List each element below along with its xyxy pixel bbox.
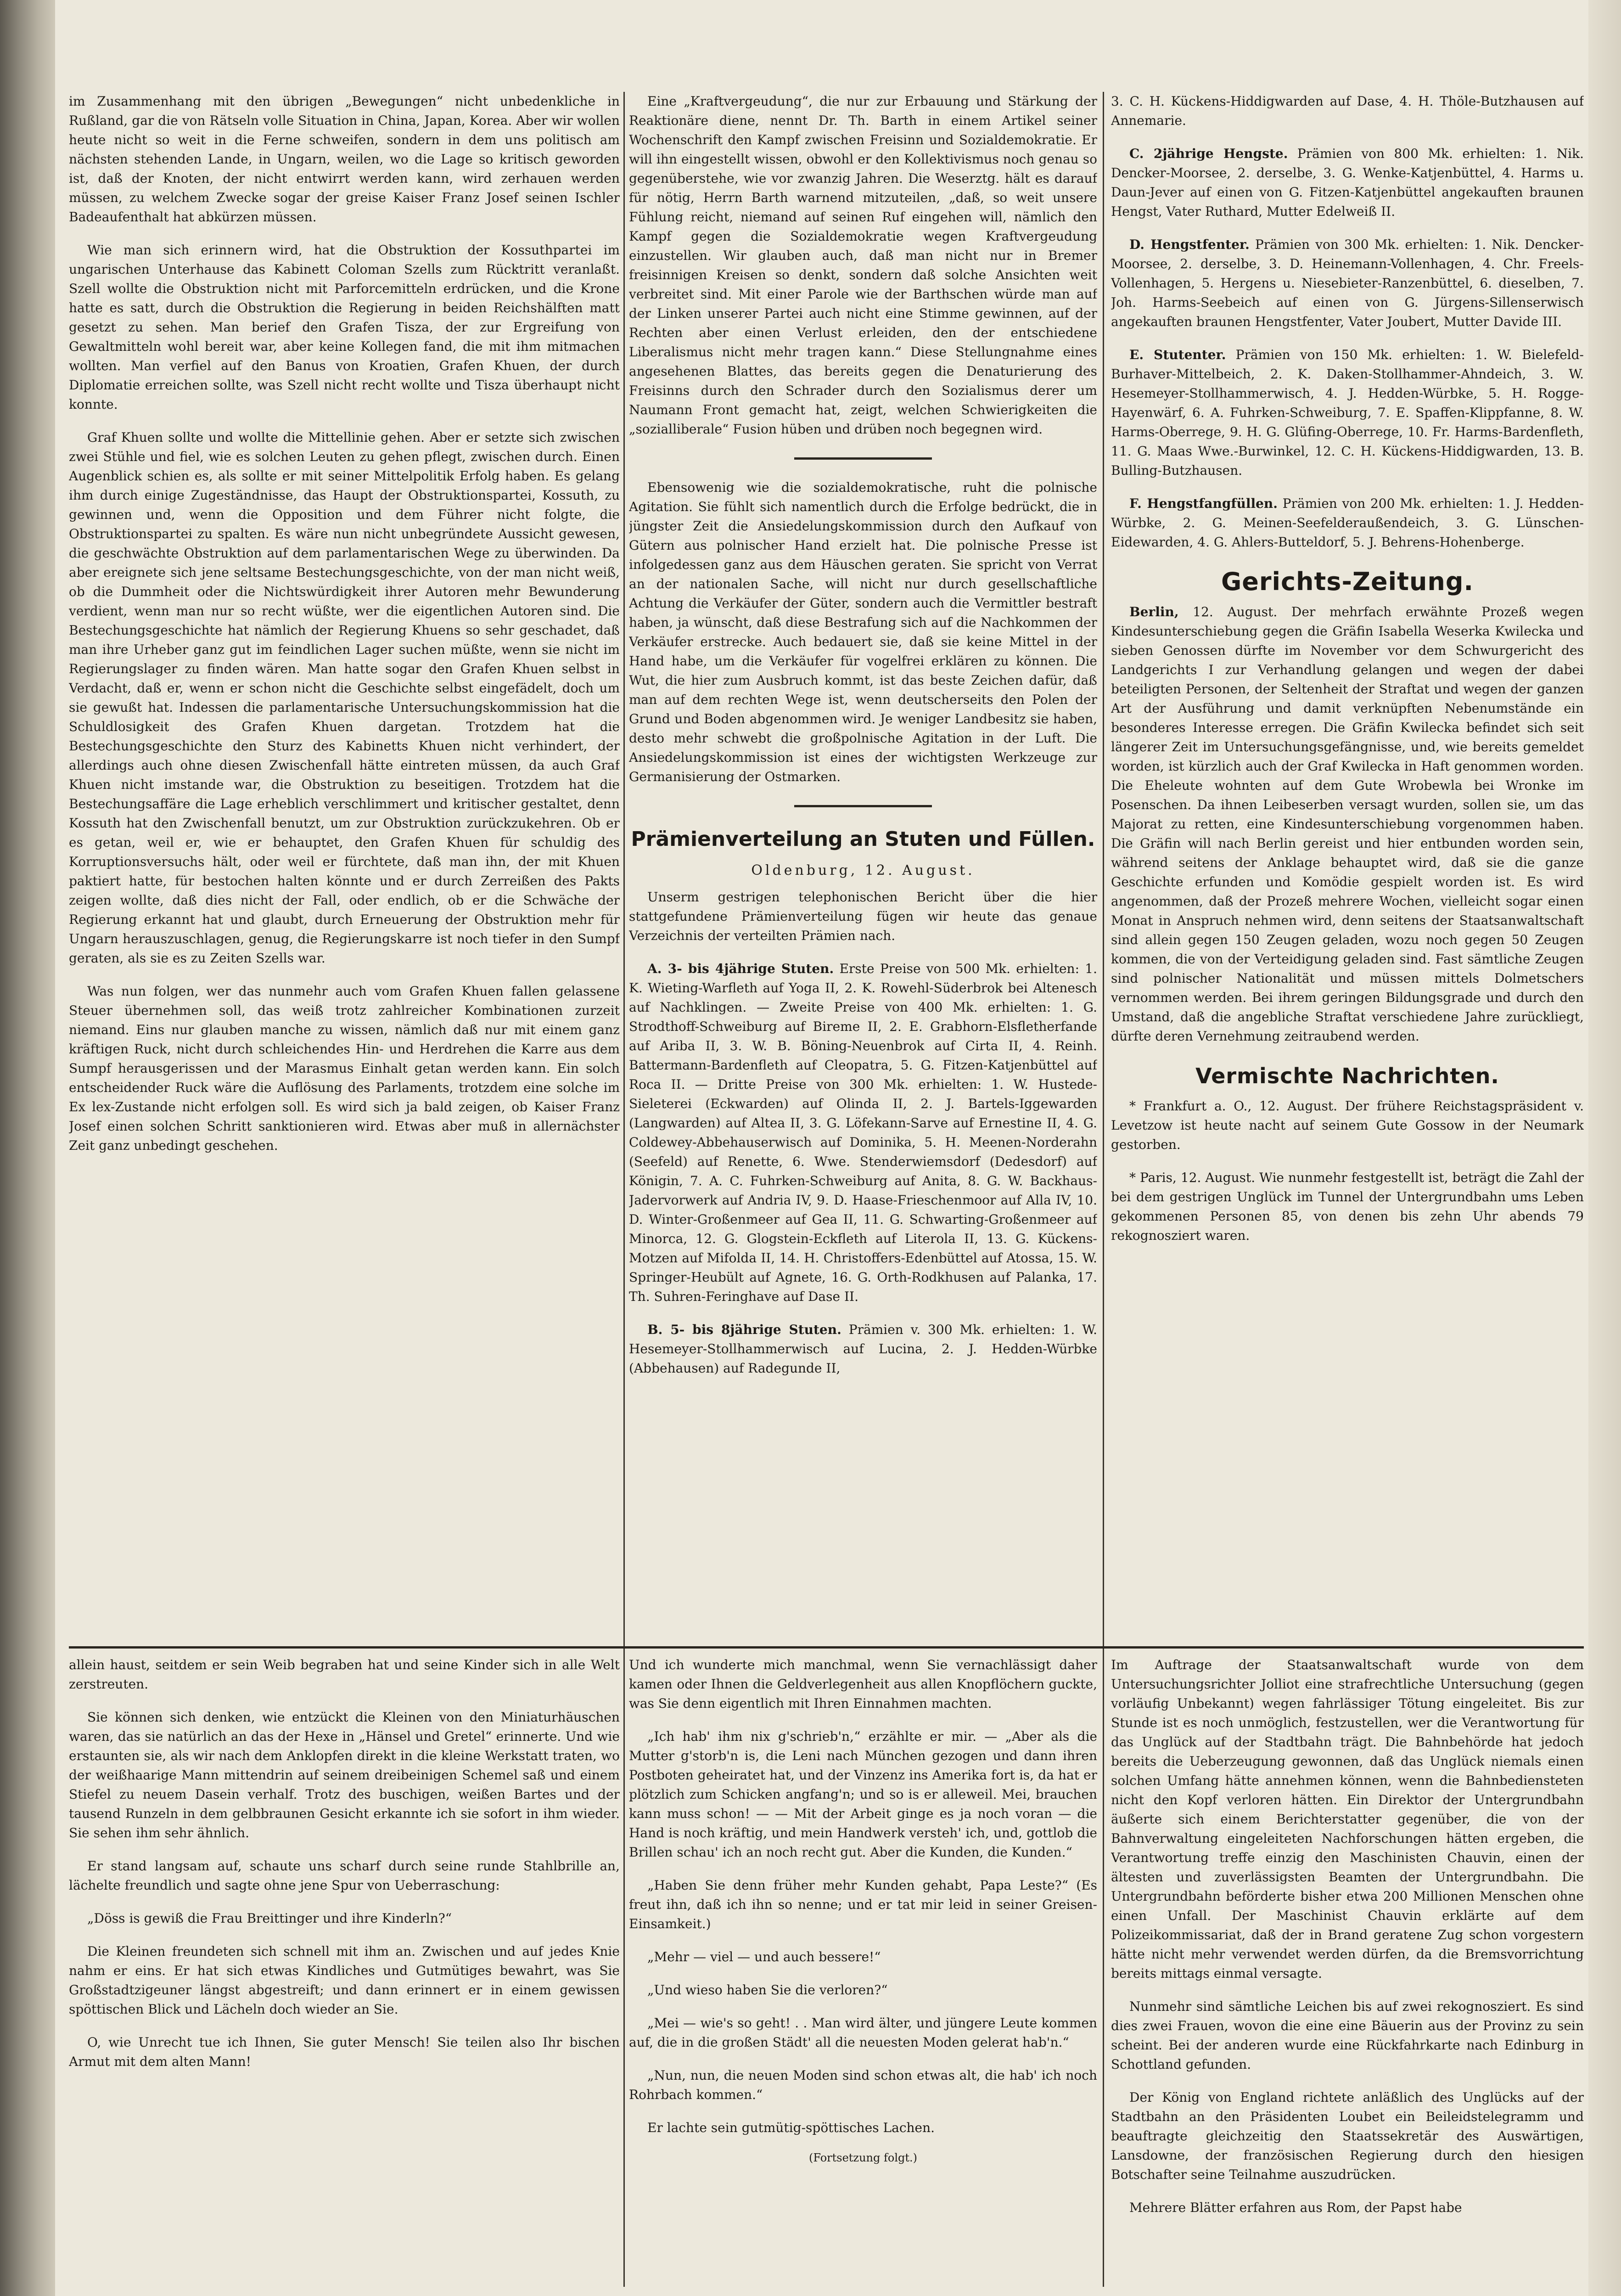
section-title: F. Hengstfangfüllen. [1129, 496, 1278, 511]
paragraph [1111, 602, 1584, 1046]
paragraph: „Mei — wie's so geht! . . Man wird älter, und jüngere Leute kommen auf, die in die großen Städt' all die neuesten Moden gelerat hab'n.“ [629, 2015, 1097, 2050]
paragraph: „Mehr — viel — und auch bessere!“ [647, 1949, 881, 1964]
page-edge [1588, 0, 1621, 2296]
paragraph: Der König von England richtete anläßlich des Unglücks auf der Stadtbahn an den Präsidenten Loubet ein Beileidstelegramm und beauftragte gleichzeitig den Staatssekretär des Auswärtigen, Lansdowne, der französischen Regierung durch den hiesigen Botschafter seine Teilnahme auszudrücken. [1111, 2090, 1584, 2182]
paragraph: allein haust, seitdem er sein Weib begraben hat und seine Kinder sich in alle Welt zerstreuten. [69, 1657, 620, 1692]
premium-list-d [1111, 235, 1584, 332]
paragraph: Im Auftrage der Staatsanwaltschaft wurde von dem Untersuchungsrichter Jolliot eine strafrechtliche Untersuchung (gegen vorläufig Unbekannt) wegen fahrlässiger Tötung eingeleitet. Bis zur Stunde ist es noch unmöglich, festzustellen, wer die Verantwortung für das Unglück auf der Stadtbahn trägt. Die Bahnbehörde hat jedoch bereits die Ueberzeugung gewonnen, daß das Unglück niemals einen solchen Umfang hätte annehmen können, wenn die Bahnbediensteten nicht den Kopf verloren hätten. Ein Direktor der Untergrundbahn äußerte sich einem Berichterstatter gegenüber, die von der Bahnverwaltung eingeleiteten Nachforschungen hätten ergeben, die Verantwortung treffe einzig den Maschinisten Chauvin, einen der ältesten und zuverlässigsten Beamten der Untergrundbahn. Die Untergrundbahn beförderte bisher etwa 200 Millionen Menschen ohne einen Unfall. Der Maschinist Chauvin erklärte auf dem Polizeikommissariat, daß der in Brand geratene Zug schon vorgestern hätte nicht mehr verwendet werden dürfen, da die Bremsvorrichtung bereits mittags einmal versagte. [1111, 1657, 1584, 1981]
section-title: C. 2jährige Hengste. [1129, 146, 1288, 161]
section-text: Prämien v. 300 Mk. erhielten: 1. W. Hesemeyer-Stollhammerwisch auf Lucina, 2. J. Hedden-Würbke (Abbehausen) auf Radegunde II, [629, 1322, 1097, 1376]
section-text: Prämien von 200 Mk. erhielten: 1. J. Hedden-Würbke, 2. G. Meinen-Seefelderaußendeich, 3. G. Lünschen-Eidewarden, 4. G. Ahlers-Butteldorf, 5. J. Behrens-Hohenberge. [1111, 496, 1584, 550]
section-text: Prämien von 150 Mk. erhielten: 1. W. Bielefeld-Burhaver-Mittelbeich, 2. K. Daken-Stollhammer-Ahndeich, 3. W. Hesemeyer-Stollhammerwisch, 4. J. Hedden-Würbke, 5. H. Rogge-Hayenwärf, 6. A. Fuhrken-Schweiburg, 7. E. Spaffen-Klippfanne, 8. W. Harms-Oberrege, 9. H. G. Glüfing-Oberrege, 10. Fr. Harms-Bardenfleth, 11. G. Maas Wwe.-Burwinkel, 12. C. H. Kückens-Hiddigwarden, 13. B. Bulling-Butzhausen. [1111, 347, 1584, 478]
paragraph: Und ich wunderte mich manchmal, wenn Sie vernachlässigt daher kamen oder Ihnen die Geldverlegenheit aus allen Knopflöchern guckte, was Sie denn eigentlich mit Ihren Einnahmen machten. [629, 1657, 1097, 1711]
paragraph: „Döss is gewiß die Frau Breittinger und ihre Kinderln?“ [87, 1911, 452, 1926]
dateline-city: Berlin, [1129, 604, 1179, 619]
column-1-politics [69, 92, 620, 1635]
section-title: E. Stutenter. [1129, 347, 1226, 362]
paragraph: Er lachte sein gutmütig-spöttisches Lachen. [647, 2120, 935, 2135]
paragraph: Nunmehr sind sämtliche Leichen bis auf zwei rekognosziert. Es sind dies zwei Frauen, wovon die eine eine Bäuerin aus der Provinz zu sein scheint. Bei der anderen wurde eine Rückfahrkarte nach Edinburg in Schottland gefunden. [1111, 1999, 1584, 2072]
paragraph: Sie können sich denken, wie entzückt die Kleinen von den Miniaturhäuschen waren, das sie natürlich an das der Hexe in „Hänsel und Gretel“ erinnerte. Und wie erstaunten sie, als wir nach dem Anklopfen direkt in die kleine Werkstatt traten, wo der weißhaarige Mann mittendrin auf seinem dreibeinigen Schemel saß und einem Stiefel zu neuem Dasein verhalf. Trotz des buschigen, weißen Bartes und der tausend Runzeln in dem gelbbraunen Gesicht erkannte ich sie sofort in ihm wieder. Sie sehen ihm sehr ähnlich. [69, 1710, 620, 1840]
paragraph: Unserm gestrigen telephonischen Bericht über die hier stattgefundene Prämienverteilung fügen wir heute das genaue Verzeichnis der verteilten Prämien nach. [629, 889, 1097, 943]
paragraph: O, wie Unrecht tue ich Ihnen, Sie guter Mensch! Sie teilen also Ihr bischen Armut mit dem alten Mann! [69, 2035, 620, 2069]
premium-list-f [1111, 494, 1584, 552]
paragraph: Ebensowenig wie die sozialdemokratische, ruht die polnische Agitation. Sie fühlt sich namentlich durch die Erfolge bedrückt, die in jüngster Zeit die Ansiedelungskommission durch den Aufkauf von Gütern aus polnischer Hand erzielt hat. Die polnische Presse ist infolgedessen ganz aus dem Häuschen geraten. Sie spricht von Verrat an der nationalen Sache, will nicht nur durch gesellschaftliche Achtung die Verkäufer der Güter, sondern auch die Vermittler bestraft haben, ja wünscht, daß diese Bestrafung sich auf die Nachkommen der Verkäufer erstrecke. Auch bedauert sie, daß sie keine Mittel in der Hand habe, um die Verkäufer für vogelfrei erklären zu können. Die Wut, die hier zum Ausbruch kommt, ist das beste Zeichen dafür, daß man auf dem rechten Wege ist, wenn deutscherseits den Polen der Grund und Boden abgenommen wird. Je weniger Landbesitz sie haben, desto mehr schwebt die großpolnische Agitation in der Luft. Die Ansiedelungskommission ist eines der wichtigsten Werkzeuge zur Germanisierung der Ostmarken. [629, 480, 1097, 784]
paragraph: „Nun, nun, die neuen Moden sind schon etwas alt, die hab' ich noch Rohrbach kommen.“ [629, 2068, 1097, 2102]
column-3-court-news [1111, 92, 1584, 1635]
paragraph: „Und wieso haben Sie die verloren?“ [647, 1982, 888, 1998]
paragraph: Er stand langsam auf, schaute uns scharf durch seine runde Stahlbrille an, lächelte freundlich und sagte ohne jene Spur von Ueberraschung: [69, 1858, 620, 1893]
column-3-news-continued [1111, 1655, 1584, 2289]
section-heading-premiums: Prämienverteilung an Stuten und Füllen. [631, 827, 1095, 851]
column-rule-1 [623, 92, 625, 2287]
feuilleton-column-1 [69, 1655, 620, 2289]
paragraph: Mehrere Blätter erfahren aus Rom, der Papst habe [1129, 2200, 1462, 2215]
continued-note: (Fortsetzung folgt.) [809, 2151, 917, 2164]
section-title: D. Hengstfenter. [1129, 237, 1250, 252]
feuilleton-divider [69, 1646, 1584, 1649]
paragraph: Die Kleinen freundeten sich schnell mit ihm an. Zwischen und auf jedes Knie nahm er eins. Er hat sich etwas Kindliches und Gutmütiges bewahrt, was Sie Großstadtzigeuner längst abgestreift; und dann erinnert er in einem gewissen spöttischen Blick und Lächeln doch wieder an Sie. [69, 1944, 620, 2017]
paragraph: 3. C. H. Kückens-Hiddigwarden auf Dase, 4. H. Thöle-Butzhausen auf Annemarie. [1111, 94, 1584, 128]
separator [794, 457, 932, 460]
paragraph: * Frankfurt a. O., 12. August. Der frühere Reichstagspräsident v. Levetzow ist heute nacht auf seinem Gute Gossow in der Neumark gestorben. [1111, 1098, 1584, 1152]
section-heading-misc: Vermischte Nachrichten. [1195, 1064, 1499, 1088]
paragraph: „Ich hab' ihm nix g'schrieb'n,“ erzählte er mir. — „Aber als die Mutter g'storb'n is, die Leni nach München gezogen und dann ihren Postboten geheiratet hat, und der Vinzenz ins Amerika fort is, da hat er plötzlich zum Schicken angfang'n; und so is er alleweil. Mei, brauchen kann muss schon! — — Mit der Arbeit ginge es ja noch voran — die Hand is noch kräftig, und mein Handwerk versteh' ich, und, gottlob die Brillen schau' ich an noch recht gut. Aber die Kunden, die Kunden.“ [629, 1729, 1097, 1860]
paragraph: Was nun folgen, wer das nunmehr auch vom Grafen Khuen fallen gelassene Steuer übernehmen soll, das weiß trotz zahlreicher Kombinationen zurzeit niemand. Eins nur glauben manche zu wissen, nämlich daß nur mit einem ganz kräftigen Ruck, nicht durch schleichendes Hin- und Herdrehen die Karre aus dem Sumpf herausgerissen und der Marasmus Einhalt getan werden kann. Ein solch entscheidender Ruck wäre die Auflösung des Parlaments, trotzdem eine solche im Ex lex-Zustande nicht erfolgen soll. Es wird sich ja bald zeigen, ob Kaiser Franz Josef einen solchen Schritt sanktionieren wird. Etwas aber muß in allernächster Zeit ganz unbedingt geschehen. [69, 984, 620, 1153]
section-text: Prämien von 300 Mk. erhielten: 1. Nik. Dencker-Moorsee, 2. derselbe, 3. D. Heinemann-Vollenhagen, 4. Chr. Freels-Vollenhagen, 5. Hergens u. Niesebieter-Ranzenbüttel, 6. dieselben, 7. Joh. Harms-Seebeich auf einen von G. Jürgens-Sillenserwisch angekauften braunen Hengstfenter, Vater Joubert, Mutter Davide III. [1111, 237, 1584, 329]
paragraph: Wie man sich erinnern wird, hat die Obstruktion der Kossuthpartei im ungarischen Unterhause das Kabinett Coloman Szells zum Rücktritt veranlaßt. Szell wollte die Obstruktion nicht mit Parforcemitteln erdrücken, und die Krone hatte es satt, durch die Obstruktion die Regierung in beiden Reichshälften matt gesetzt zu sehen. Man berief den Grafen Tisza, der zur Ergreifung von Gewaltmitteln wohl bereit war, aber keine Kollegen fand, die mit ihm mitmachen wollten. Man verfiel auf den Banus von Kroatien, Grafen Khuen, der durch Diplomatie erreichen sollte, was Szell nicht recht wollte und Tisza überhaupt nicht konnte. [69, 242, 620, 412]
paragraph: im Zusammenhang mit den übrigen „Bewegungen“ nicht unbedenkliche in Rußland, gar die von Rätseln volle Situation in China, Japan, Korea. Aber wir wollen heute nicht so weit in die Ferne schweifen, sondern in dem uns politisch am nächsten stehenden Lande, in Ungarn, weilen, wo die Lage so kritisch geworden ist, daß der Knoten, der nicht entwirrt werden kann, wird zerhauen werden müssen, zu welchem Zwecke sogar der greise Kaiser Franz Josef seinen Ischler Badeaufenthalt hat abkürzen müssen. [69, 94, 620, 225]
column-2-news [629, 92, 1097, 1635]
section-title: A. 3- bis 4jährige Stuten. [647, 961, 834, 976]
premium-list-e [1111, 345, 1584, 480]
separator [794, 805, 932, 807]
paragraph: „Haben Sie denn früher mehr Kunden gehabt, Papa Leste?“ (Es freut ihn, daß ich ihn so nenne; und er tat mir leid in seiner Greisen-Einsamkeit.) [629, 1878, 1097, 1931]
section-heading-court: Gerichts-Zeitung. [1221, 567, 1474, 596]
paragraph: Graf Khuen sollte und wollte die Mittellinie gehen. Aber er setzte sich zwischen zwei Stühle und fiel, wie es solchen Leuten zu gehen pflegt, zwischen durch. Einen Augenblick schien es, als sollte er mit seiner Mittelpolitik Erfolg haben. Es gelang ihm durch einige Zugeständnisse, das Haupt der Obstruktionspartei, Kossuth, zu gewinnen und, wenn die Opposition und dem Führer nicht folgte, die Obstruktionspartei zu spalten. Es wäre nun nicht unbegründete Aussicht gewesen, die geschwächte Obstruktion auf dem parlamentarischen Wege zu überwinden. Da aber ereignete sich jene seltsame Bestechungsgeschichte, von der man nicht weiß, ob die Dummheit oder die Nichtswürdigkeit ihrer Autoren mehr Bewunderung verdient, wenn man nur so recht wüßte, wer die eigentlichen Autoren sind. Die Bestechungsgeschichte hat nämlich der Regierung Khuens so sehr geschadet, daß man ihre Urheber ganz gut im feindlichen Lager suchen müßte, wenn sie nicht im Regierungslager zu finden wären. Man hatte sogar den Grafen Khuen selbst in Verdacht, daß er, wenn er schon nicht die Geschichte selbst eingefädelt, doch um sie gewußt hat. Indessen die parlamentarische Untersuchungskommission hat die Schuldlosigkeit des Grafen Khuen dargetan. Trotzdem hat die Bestechungsgeschichte den Sturz des Kabinetts Khuen nicht verhindert, der allerdings auch ohne diesen Zwischenfall hätte eintreten müssen, da auch Graf Khuen nicht imstande war, die Obstruktion zu beseitigen. Trotzdem hat die Bestechungsaffäre die Lage erheblich verschlimmert und kritischer gestaltet, denn Kossuth hat den Zwischenfall benutzt, um zur Obstruktion zurückzukehren. Ob er es getan, weil er, wie er behauptet, den Grafen Khuen für schuldig des Korruptionsversuchs hält, oder weil er fürchtete, daß man ihn, der mit Khuen paktiert hatte, für bestochen halten könnte und er durch Zerreißen des Pakts zeigen wollte, daß dies nicht der Fall, oder endlich, ob er die Schwäche der Regierung erkannt hat und glaubt, durch Erneuerung der Obstruktion mehr für Ungarn herauszuschlagen, genug, die Regierungskarre ist noch tiefer in den Sumpf geraten, als sie es zu Zeiten Szells war. [69, 430, 620, 966]
dateline: Oldenburg, 12. August. [751, 862, 975, 878]
book-spine [0, 0, 55, 2296]
court-text: 12. August. Der mehrfach erwähnte Prozeß wegen Kindesunterschiebung gegen die Gräfin Isabella Weserka Kwilecka und sieben Genossen dürfte im November vor dem Schwurgericht des Landgerichts I zur Verhandlung gelangen und wegen der dabei beteiligten Personen, der Seltenheit der Straftat und wegen der ganzen Art der Ausführung und damit verknüpften Nebenumstände ein besonderes Interesse erregen. Die Gräfin Kwilecka befindet sich seit längerer Zeit im Untersuchungsgefängnisse, und, wie bereits gemeldet worden, ist kürzlich auch der Graf Kwilecka in Haft genommen worden. Die Eheleute wohnten auf dem Gute Wrobewla bei Wronke im Posenschen. Da ihnen Leibeserben versagt wurden, sollen sie, um das Majorat zu retten, eine Kindesunterschiebung vorgenommen haben. Die Gräfin will nach Berlin gereist und hier entbunden worden sein, während seitens der Anklage behauptet wird, daß sie die ganze Geschichte erfunden und Komödie gespielt worden ist. Es wird angenommen, daß der Prozeß mehrere Wochen, vielleicht sogar einen Monat in Anspruch nehmen wird, denn seitens der Staatsanwaltschaft sind allein gegen 150 Zeugen geladen, wozu noch gegen 50 Zeugen kommen, die von der Verteidigung geladen sind. Fast sämtliche Zeugen sind polnischer Nationalität und müssen mittels Dolmetschers vernommen werden. Bei ihrem geringen Bildungsgrade und durch den Umstand, daß die angebliche Straftat verschiedene Jahre zurückliegt, dürfte deren Vernehmung zeitraubend werden. [1111, 604, 1584, 1044]
premium-list-b [629, 1320, 1097, 1378]
premium-list-a [629, 959, 1097, 1306]
paragraph: * Paris, 12. August. Wie nunmehr festgestellt ist, beträgt die Zahl der bei dem gestrigen Unglück im Tunnel der Untergrundbahn ums Leben gekommenen Personen 85, von denen bis zehn Uhr abends 79 rekognosziert waren. [1111, 1170, 1584, 1243]
feuilleton-column-2 [629, 1655, 1097, 2289]
section-text: Erste Preise von 500 Mk. erhielten: 1. K. Wieting-Warfleth auf Yoga II, 2. K. Rowehl-Süderbrok bei Altenesch auf Nachklingen. — Zweite Preise von 400 Mk. erhielten: 1. G. Strodthoff-Schweiburg auf Bireme II, 2. E. Grabhorn-Elsfletherfande auf Ariba II, 3. W. B. Böning-Neuenbrok auf Cirta II, 4. Reinh. Battermann-Bardenfleth auf Cleopatra, 5. G. Fitzen-Katjenbüttel auf Roca II. — Dritte Preise von 300 Mk. erhielten: 1. W. Hustede-Sieleterei (Eckwarden) auf Olinda II, 2. J. Bartels-Iggewarden (Langwarden) auf Altea II, 3. G. Löfekann-Sarve auf Ernestine II, 4. G. Coldewey-Abbehauserwisch auf Dominika, 5. H. Meenen-Norderahn (Seefeld) auf Renette, 6. Wwe. Stenderwiemsdorf (Dedesdorf) auf Königin, 7. A. C. Fuhrken-Schweiburg auf Anita, 8. G. W. Backhaus-Jadervorwerk auf Andria IV, 9. D. Haase-Frieschenmoor auf Alla IV, 10. D. Winter-Großenmeer auf Gea II, 11. G. Schwarting-Großenmeer auf Minorca, 12. G. Glogstein-Eckfleth auf Literola II, 13. G. Kückens-Motzen auf Mifolda II, 14. H. Christoffers-Edenbüttel auf Atossa, 15. W. Springer-Heubült auf Agnete, 16. G. Orth-Rodkhusen auf Palanka, 17. Th. Suhren-Feringhave auf Dase II. [629, 961, 1097, 1304]
column-rule-2 [1103, 92, 1104, 2287]
premium-list-c [1111, 144, 1584, 221]
section-title: B. 5- bis 8jährige Stuten. [647, 1322, 841, 1337]
section-text: Prämien von 800 Mk. erhielten: 1. Nik. Dencker-Moorsee, 2. derselbe, 3. G. Wenke-Katjenbüttel, 4. Harms u. Daun-Jever auf einen von G. Fitzen-Katjenbüttel angekauften braunen Hengst, Vater Ruthard, Mutter Edelweiß II. [1111, 146, 1584, 219]
paragraph: Eine „Kraftvergeudung“, die nur zur Erbauung und Stärkung der Reaktionäre diene, nennt Dr. Th. Barth in einem Artikel seiner Wochenschrift den Kampf zwischen Freisinn und Sozialdemokratie. Er will ihn eingestellt wissen, obwohl er den Kollektivismus noch genau so gegenüberstehe, wie vor zwanzig Jahren. Die Weserztg. hält es darauf für nötig, Herrn Barth warnend mitzuteilen, „daß, so weit unsere Fühlung reicht, niemand auf seinen Ruf eingehen will, nämlich den Kampf gegen die Sozialdemokratie wegen Kraftvergeudung einzustellen. Wir glauben auch, daß man nicht nur in Bremer freisinnigen Kreisen so denkt, sondern daß solche Ansichten weit verbreitet sind. Mit einer Parole wie der Barthschen würde man auf der Linken unserer Partei auch nicht eine Stimme gewinnen, auf der Rechten aber einen Verlust erleiden, den der entschiedene Liberalismus nicht mehr tragen kann.“ Diese Stellungnahme eines angesehenen Blattes, das bereits gegen die Denaturierung des Freisinns durch den Schrader durch den Sozialismus derer um Naumann Front gemacht hat, zeigt, welchen Schwierigkeiten die „sozialliberale“ Fusion hüben und drüben noch begegnen wird. [629, 94, 1097, 437]
